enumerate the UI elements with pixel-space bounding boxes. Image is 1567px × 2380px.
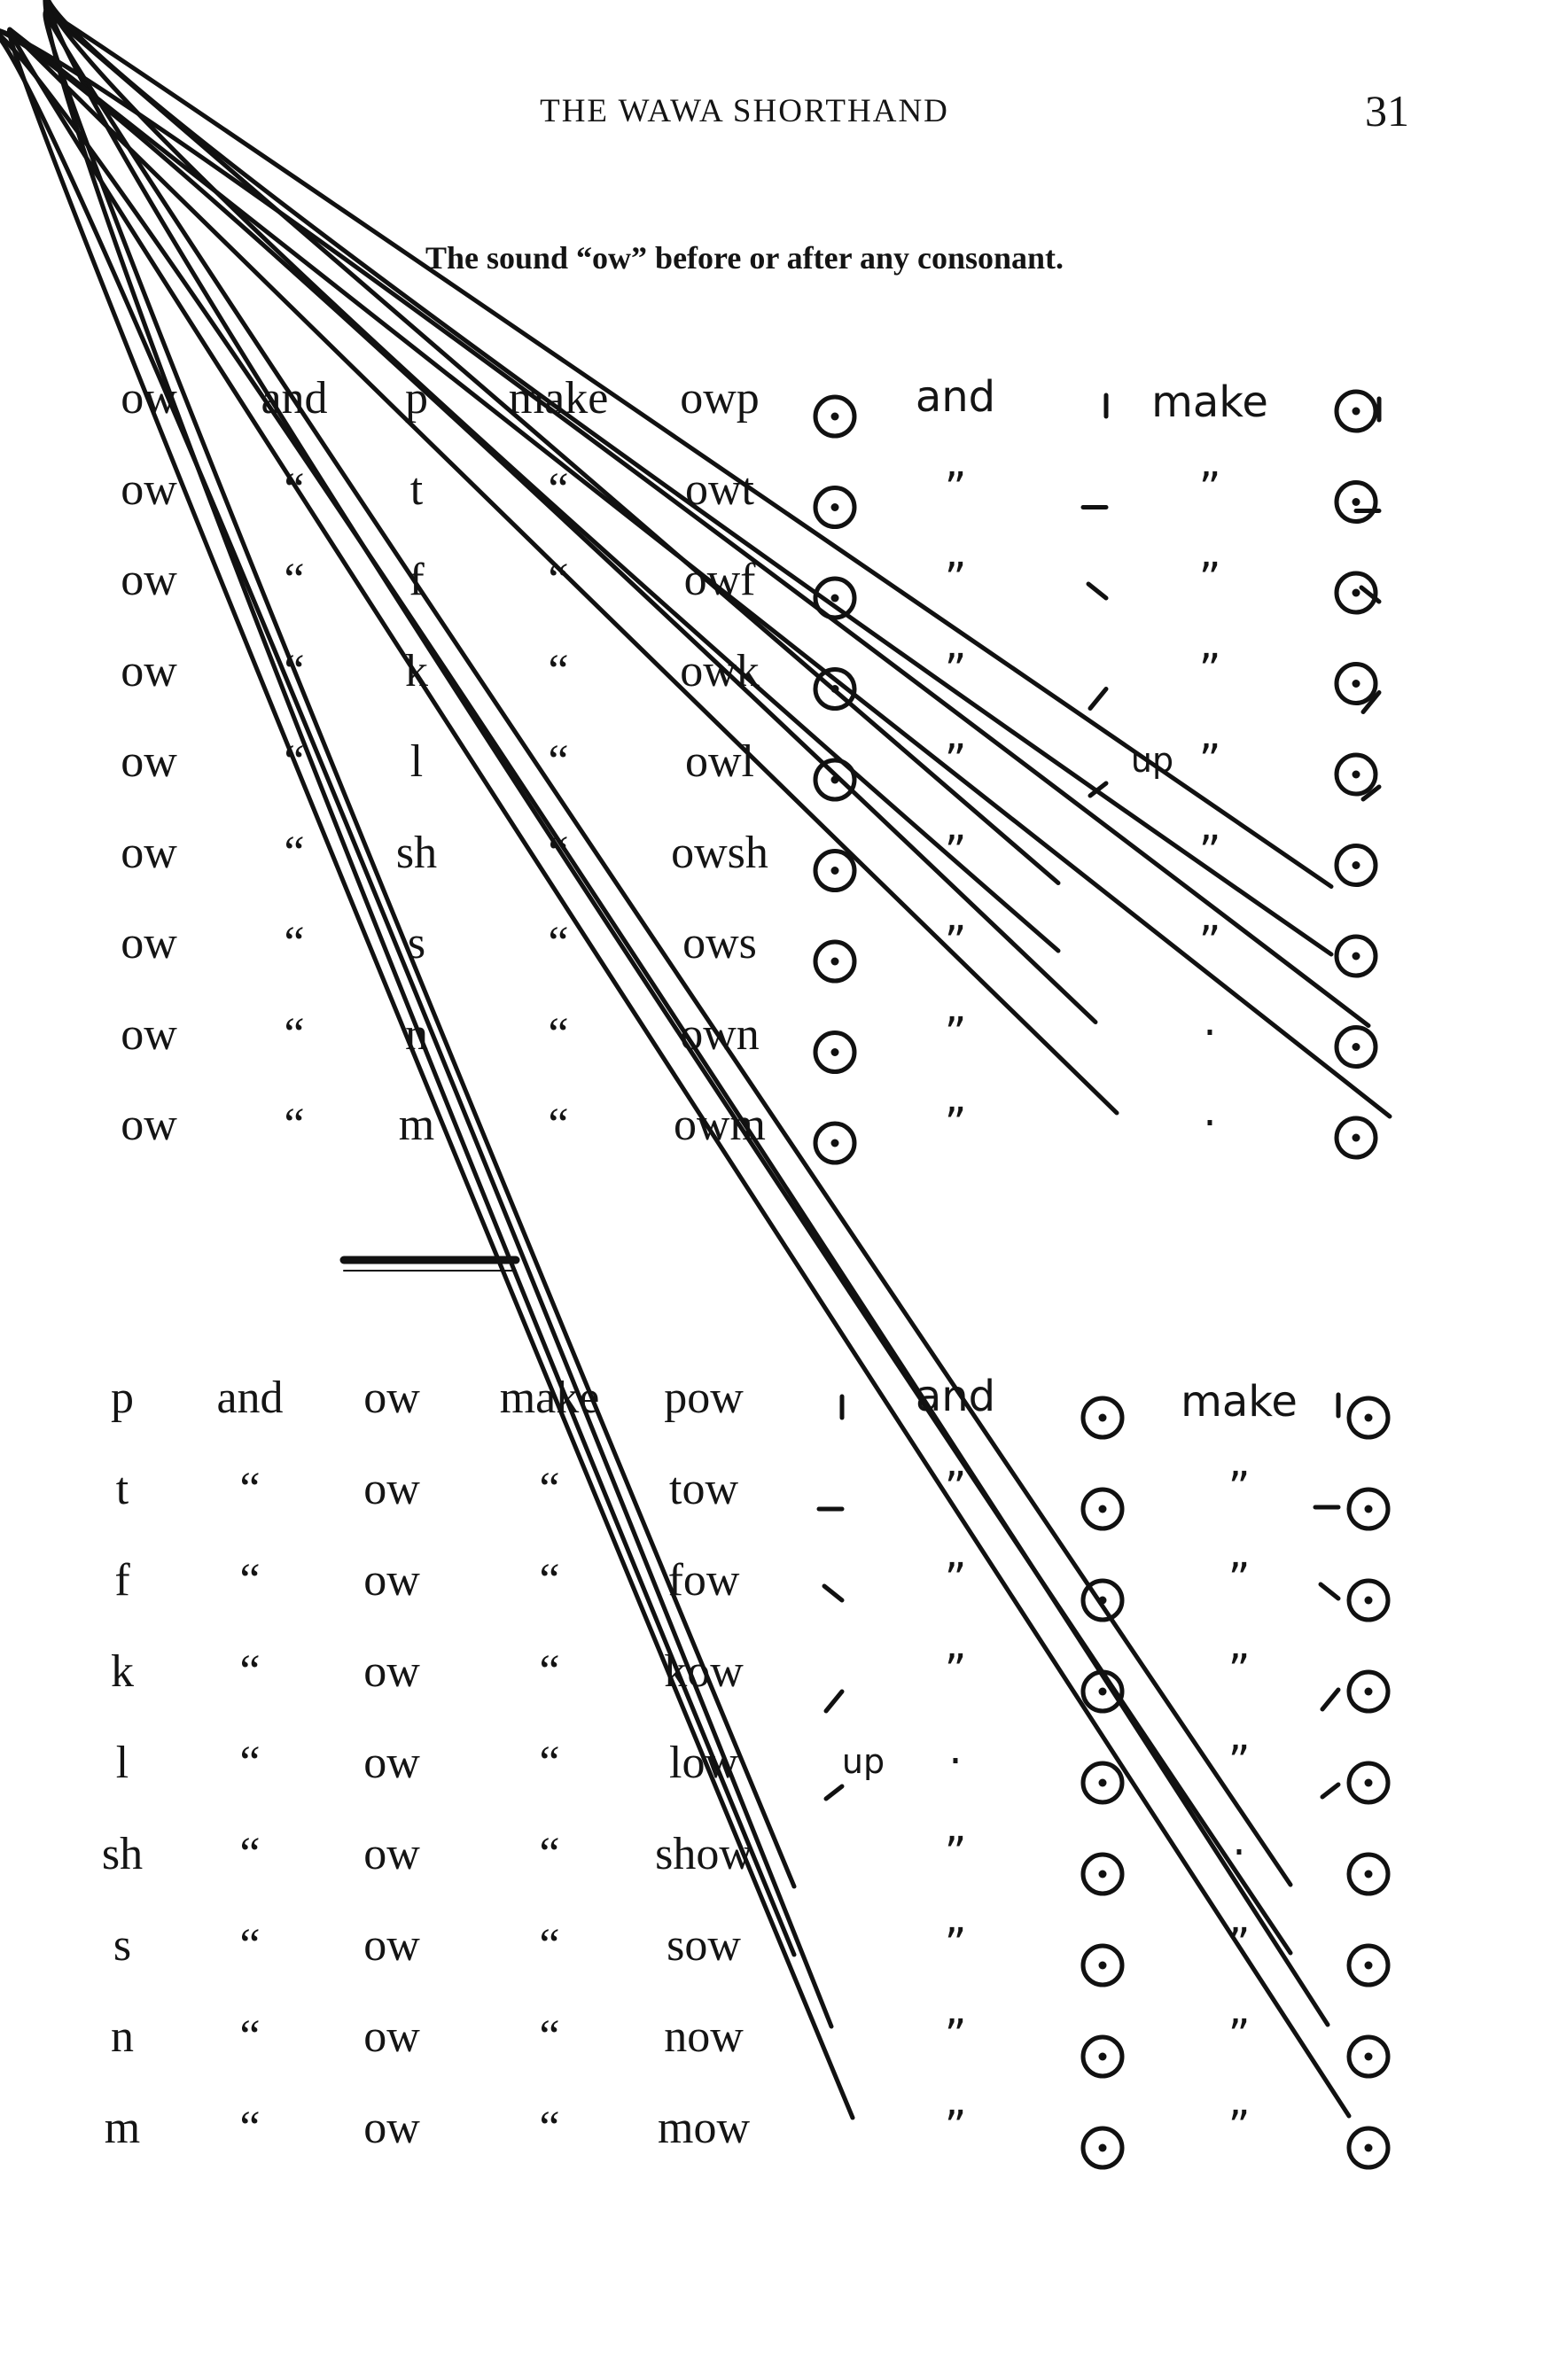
- section1-c5: owt: [685, 463, 754, 515]
- section2-c4: “: [539, 1920, 560, 1971]
- section2-c4: “: [539, 1646, 560, 1697]
- section1-c3: k: [405, 645, 428, 696]
- section2-c3: ow: [363, 1920, 420, 1971]
- section1-c5: owsh: [671, 827, 768, 878]
- section1-c2: “: [284, 645, 305, 696]
- ow-circle-sign: [815, 942, 854, 981]
- section2-hand-and: ”: [944, 1919, 967, 1969]
- section1-c4: “: [548, 736, 569, 787]
- combined-sign-circle: [1349, 1946, 1388, 1985]
- combined-sign-stroke: [1321, 1584, 1338, 1598]
- section2-c1: n: [111, 2011, 134, 2062]
- section1-c3: m: [398, 1100, 435, 1150]
- section1-c2: “: [284, 1008, 305, 1060]
- combined-sign-stroke: [46, 0, 1290, 1953]
- section2-c1: f: [114, 1555, 130, 1606]
- section1-c5: owk: [680, 645, 760, 696]
- section2-c2: “: [239, 1646, 261, 1697]
- section2-c4: “: [539, 1738, 560, 1788]
- combined-sign-circle: [1349, 2128, 1388, 2167]
- section1-up-note: up: [1130, 741, 1174, 780]
- section1-hand-and: ”: [944, 644, 967, 695]
- section2-c1: sh: [101, 1829, 144, 1879]
- section2-c3: ow: [363, 2011, 420, 2062]
- section1-hand-make: ”: [1198, 554, 1221, 603]
- section2-c4: “: [539, 1464, 560, 1514]
- ow-circle-sign: [1083, 1398, 1122, 1437]
- section-caption: The sound “ow” before or after any consonant.: [425, 240, 1064, 276]
- section2-c2: “: [239, 1829, 261, 1879]
- section2-c4: “: [539, 1829, 560, 1879]
- section1-c4: make: [508, 373, 609, 424]
- section2-c1: t: [115, 1464, 129, 1514]
- combined-sign-stroke: [0, 30, 1328, 2025]
- section2-hand-make: ”: [1228, 1463, 1251, 1513]
- consonant-stroke: [0, 29, 1095, 1022]
- section2-c3: ow: [363, 1373, 420, 1423]
- section1-c1: ow: [121, 736, 177, 787]
- combined-sign-stroke: [46, 0, 1331, 954]
- section2-c3: ow: [363, 2103, 420, 2153]
- section2-c5: sow: [667, 1920, 741, 1971]
- consonant-stroke: [45, 12, 794, 1886]
- section1-hand-and: ”: [944, 735, 967, 785]
- combined-sign-circle: [1337, 1028, 1376, 1067]
- section1-c2: and: [261, 373, 328, 424]
- combined-sign-circle: [1337, 392, 1376, 431]
- section2-c3: ow: [363, 1829, 420, 1879]
- combined-sign-circle: [1349, 1581, 1388, 1620]
- combined-sign-circle: [1349, 1489, 1388, 1528]
- section2-c2: “: [239, 2011, 261, 2062]
- section2-hand-make: make: [1181, 1377, 1298, 1427]
- combined-sign-stroke: [1322, 1690, 1338, 1709]
- section1-c5: owp: [680, 373, 760, 424]
- section1-hand-make: ”: [1198, 463, 1221, 513]
- section2-c4: “: [539, 1555, 560, 1606]
- section1-c1: ow: [121, 1100, 177, 1150]
- section1-c5: own: [680, 1008, 760, 1060]
- section2-c5: kow: [664, 1646, 744, 1697]
- combined-sign-stroke: [46, 11, 1331, 886]
- section1-c3: s: [407, 918, 426, 968]
- section2-hand-make: ”: [1228, 1554, 1251, 1604]
- combined-sign-circle: [1337, 1118, 1376, 1157]
- section1-hand-make: ”: [1198, 917, 1221, 967]
- combined-sign-circle: [1349, 1398, 1388, 1437]
- combined-sign-circle: [1337, 846, 1376, 885]
- section2-hand-and: and: [915, 1372, 996, 1421]
- ow-circle-sign: [815, 488, 854, 527]
- ow-circle-sign: [1083, 2128, 1122, 2167]
- section2-c3: ow: [363, 1646, 420, 1697]
- section1-c4: “: [548, 1008, 569, 1060]
- section1-c3: p: [405, 373, 428, 424]
- section2-c3: ow: [363, 1738, 420, 1788]
- section2-c4: “: [539, 2103, 560, 2153]
- section2-hand-and: ”: [944, 2011, 967, 2060]
- section1-hand-make: ”: [1198, 644, 1221, 695]
- section1-c3: sh: [395, 827, 438, 878]
- combined-sign-circle: [1349, 1855, 1388, 1894]
- section1-hand-and: ”: [944, 1099, 967, 1148]
- consonant-stroke: [46, 11, 1058, 883]
- section1-c1: ow: [121, 463, 177, 515]
- section1-c4: “: [548, 827, 569, 878]
- section1-c3: l: [409, 736, 424, 787]
- combined-sign-stroke: [1322, 1785, 1338, 1797]
- consonant-stroke: [1088, 584, 1106, 598]
- section1-c1: ow: [121, 555, 177, 605]
- consonant-stroke: [10, 29, 1117, 1113]
- section2-hand-make: ”: [1228, 1737, 1251, 1786]
- section1-hand-and: and: [915, 372, 996, 422]
- ow-circle-sign: [1083, 1763, 1122, 1802]
- section1-c5: owl: [685, 736, 754, 787]
- section2-c2: “: [239, 2103, 261, 2153]
- section1-c5: owf: [683, 555, 756, 605]
- combined-sign-circle: [1349, 2037, 1388, 2076]
- section2-c4: “: [539, 2011, 560, 2062]
- section1-c2: “: [284, 736, 305, 787]
- consonant-stroke: [826, 1786, 842, 1799]
- section2-hand-make: ·: [1232, 1828, 1246, 1878]
- section2-c5: mow: [658, 2103, 750, 2153]
- section1-c4: “: [548, 555, 569, 605]
- consonant-stroke: [824, 1586, 842, 1600]
- section1-c4: “: [548, 1100, 569, 1150]
- section2-c1: l: [115, 1738, 129, 1788]
- section1-hand-make: ”: [1198, 826, 1221, 876]
- section2-c5: fow: [667, 1555, 740, 1606]
- section1-hand-and: ”: [944, 554, 967, 603]
- section2-c2: “: [239, 1738, 261, 1788]
- section1-c1: ow: [121, 645, 177, 696]
- combined-sign-circle: [1337, 483, 1376, 522]
- section1-hand-make: ·: [1203, 1099, 1217, 1148]
- section1-c1: ow: [121, 1008, 177, 1060]
- section2-c5: show: [655, 1829, 752, 1879]
- section1-c1: ow: [121, 918, 177, 968]
- section2-hand-and: ”: [944, 1554, 967, 1604]
- section1-c5: ows: [682, 918, 757, 968]
- section2-hand-and: ·: [948, 1737, 963, 1786]
- combined-sign-circle: [1349, 1672, 1388, 1711]
- section1-hand-and: ”: [944, 463, 967, 513]
- section1-hand-and: ”: [944, 1007, 967, 1058]
- section2-c3: ow: [363, 1555, 420, 1606]
- section2-c4: make: [499, 1373, 600, 1423]
- section2-c2: “: [239, 1555, 261, 1606]
- ow-circle-sign: [815, 397, 854, 436]
- section2-c2: “: [239, 1464, 261, 1514]
- ow-circle-sign: [815, 852, 854, 891]
- section2-c3: ow: [363, 1464, 420, 1514]
- section1-c2: “: [284, 918, 305, 968]
- section2-hand-and: ”: [944, 1463, 967, 1513]
- section2-c5: pow: [664, 1373, 744, 1423]
- consonant-stroke: [826, 1692, 842, 1711]
- section1-c4: “: [548, 645, 569, 696]
- combined-sign-circle: [1349, 1763, 1388, 1802]
- section2-c5: tow: [669, 1464, 738, 1514]
- section2-c1: k: [111, 1646, 134, 1697]
- section2-hand-and: ”: [944, 2102, 967, 2151]
- combined-sign-circle: [1337, 937, 1376, 976]
- section1-c4: “: [548, 918, 569, 968]
- section2-c1: p: [111, 1373, 134, 1423]
- page-number: 31: [1365, 86, 1409, 136]
- section1-hand-and: ”: [944, 826, 967, 876]
- section2-hand-make: ”: [1228, 2011, 1251, 2060]
- section2-c2: “: [239, 1920, 261, 1971]
- section2-c1: s: [113, 1920, 132, 1971]
- section1-hand-make: ”: [1198, 735, 1221, 785]
- combined-sign-circle: [1337, 755, 1376, 794]
- section1-c3: n: [405, 1008, 428, 1060]
- section1-c1: ow: [121, 373, 177, 424]
- section1-c2: “: [284, 555, 305, 605]
- section2-hand-make: ”: [1228, 2102, 1251, 2151]
- section2-c5: now: [664, 2011, 744, 2062]
- section1-c4: “: [548, 463, 569, 515]
- consonant-stroke: [1090, 689, 1106, 709]
- section1-c3: f: [409, 555, 425, 605]
- ow-circle-sign: [1083, 1855, 1122, 1894]
- section2-hand-and: ”: [944, 1645, 967, 1695]
- ow-circle-sign: [815, 1124, 854, 1163]
- section1-hand-and: ”: [944, 917, 967, 967]
- section2-c1: m: [104, 2103, 141, 2153]
- ow-circle-sign: [1083, 1489, 1122, 1528]
- section2-c5: low: [669, 1738, 738, 1788]
- section1-c5: owm: [674, 1100, 766, 1150]
- section2-hand-make: ”: [1228, 1919, 1251, 1969]
- section1-c3: t: [409, 463, 424, 515]
- ow-circle-sign: [815, 1033, 854, 1072]
- section2-c2: and: [216, 1373, 284, 1423]
- section1-hand-make: ·: [1203, 1007, 1217, 1058]
- section2-hand-make: ”: [1228, 1645, 1251, 1695]
- ow-circle-sign: [1083, 2037, 1122, 2076]
- section1-c2: “: [284, 827, 305, 878]
- ow-circle-sign: [1083, 1946, 1122, 1985]
- section1-c1: ow: [121, 827, 177, 878]
- section1-hand-make: make: [1151, 377, 1268, 427]
- section1-c2: “: [284, 463, 305, 515]
- combined-sign-stroke: [10, 30, 1349, 2116]
- section2-hand-and: ”: [944, 1828, 967, 1878]
- section2-up-note: up: [841, 1742, 885, 1781]
- running-header-title: THE WAWA SHORTHAND: [540, 93, 949, 129]
- section1-c2: “: [284, 1100, 305, 1150]
- combined-sign-circle: [1337, 665, 1376, 704]
